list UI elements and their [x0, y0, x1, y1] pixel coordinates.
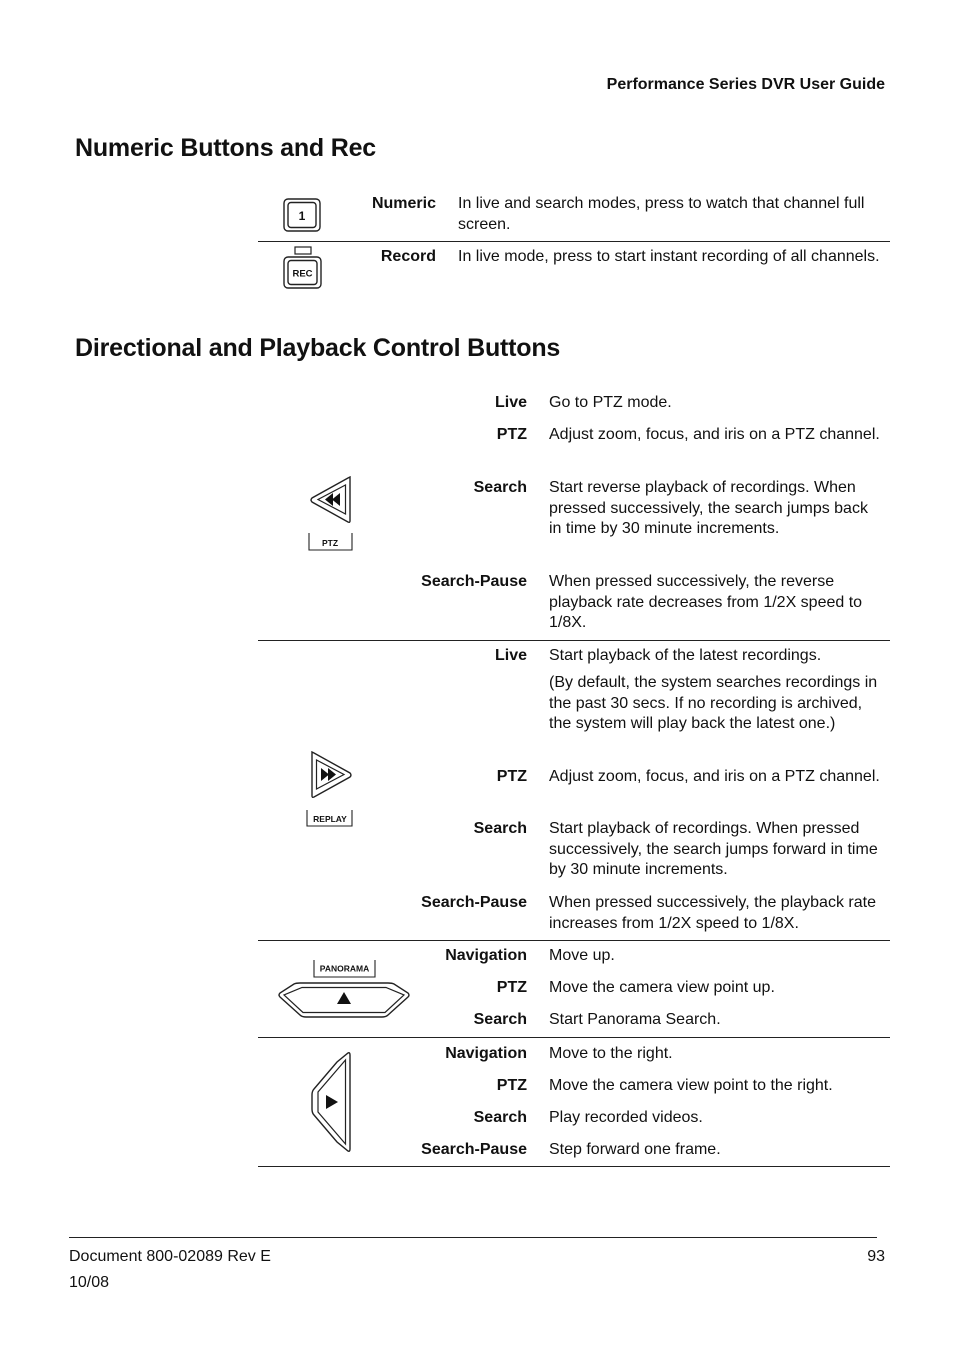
desc-navigation: Move up.	[549, 947, 615, 964]
label-ptz: PTZ	[496, 979, 527, 996]
label-live: Live	[494, 647, 527, 664]
label-live: Live	[494, 394, 527, 411]
desc-live-note: (By default, the system searches recordings in the past 30 secs. If no recording is archived, the system will play back the latest one.)	[549, 674, 878, 732]
label-search-pause: Search-Pause	[421, 573, 527, 590]
desc-search-pause: Step forward one frame.	[549, 1141, 721, 1158]
label-navigation: Navigation	[445, 947, 527, 964]
desc-navigation: Move to the right.	[549, 1045, 673, 1062]
label-ptz: PTZ	[496, 768, 527, 785]
label-ptz: PTZ	[496, 426, 527, 443]
up-panorama-button-icon	[276, 957, 412, 1021]
ptz-key-label: PTZ	[321, 538, 339, 548]
label-record: Record	[380, 248, 436, 265]
desc-search: Play recorded videos.	[549, 1109, 703, 1126]
label-search-pause: Search-Pause	[421, 1141, 527, 1158]
right-arrow-button-icon	[310, 1051, 352, 1153]
desc-search: Start reverse playback of recordings. When pressed successively, the search jumps back in time by 30 minute increments.	[549, 479, 868, 537]
desc-search-pause: When pressed successively, the playback rate increases from 1/2X speed to 1/8X.	[549, 894, 876, 932]
row-divider	[258, 1037, 890, 1038]
desc-numeric: In live and search modes, press to watch that channel full screen.	[458, 195, 865, 233]
panorama-key-label: PANORAMA	[319, 963, 370, 974]
label-search: Search	[473, 1109, 527, 1126]
page-number: 93	[867, 1248, 885, 1265]
row-divider	[258, 241, 890, 242]
desc-record: In live mode, press to start instant recording of all channels.	[458, 248, 880, 265]
label-numeric: Numeric	[371, 195, 436, 212]
desc-ptz: Adjust zoom, focus, and iris on a PTZ channel.	[549, 426, 880, 443]
label-search: Search	[473, 1011, 527, 1028]
desc-search: Start playback of recordings. When pressed successively, the search jumps forward in time by 30 minute increments.	[549, 820, 878, 878]
label-ptz: PTZ	[496, 1077, 527, 1094]
row-divider	[258, 1166, 890, 1167]
running-header: Performance Series DVR User Guide	[606, 76, 885, 93]
footer-document-number: Document 800-02089 Rev E	[69, 1248, 271, 1265]
label-search-pause: Search-Pause	[421, 894, 527, 911]
label-navigation: Navigation	[445, 1045, 527, 1062]
label-search: Search	[473, 820, 527, 837]
record-button-icon	[283, 246, 323, 290]
rewind-ptz-button-icon	[308, 476, 354, 554]
label-search: Search	[473, 479, 527, 496]
desc-search-pause: When pressed successively, the reverse playback rate decreases from 1/2X speed to 1/8X.	[549, 573, 863, 631]
desc-live: Go to PTZ mode.	[549, 394, 672, 411]
row-divider	[258, 940, 890, 941]
numeric-1-button-icon	[283, 198, 321, 232]
desc-ptz: Adjust zoom, focus, and iris on a PTZ channel.	[549, 768, 880, 785]
section-heading-numeric: Numeric Buttons and Rec	[75, 134, 377, 162]
desc-ptz: Move the camera view point to the right.	[549, 1077, 833, 1094]
footer-date: 10/08	[69, 1274, 110, 1291]
replay-key-label: REPLAY	[313, 814, 347, 824]
desc-live: Start playback of the latest recordings.	[549, 647, 822, 664]
row-divider	[258, 640, 890, 641]
desc-ptz: Move the camera view point up.	[549, 979, 775, 996]
desc-search: Start Panorama Search.	[549, 1011, 721, 1028]
forward-replay-button-icon	[306, 751, 354, 829]
numeric-button-text: 1	[298, 209, 306, 223]
footer-rule	[69, 1237, 877, 1238]
section-heading-directional: Directional and Playback Control Buttons	[75, 334, 561, 362]
record-button-text: REC	[292, 268, 313, 280]
